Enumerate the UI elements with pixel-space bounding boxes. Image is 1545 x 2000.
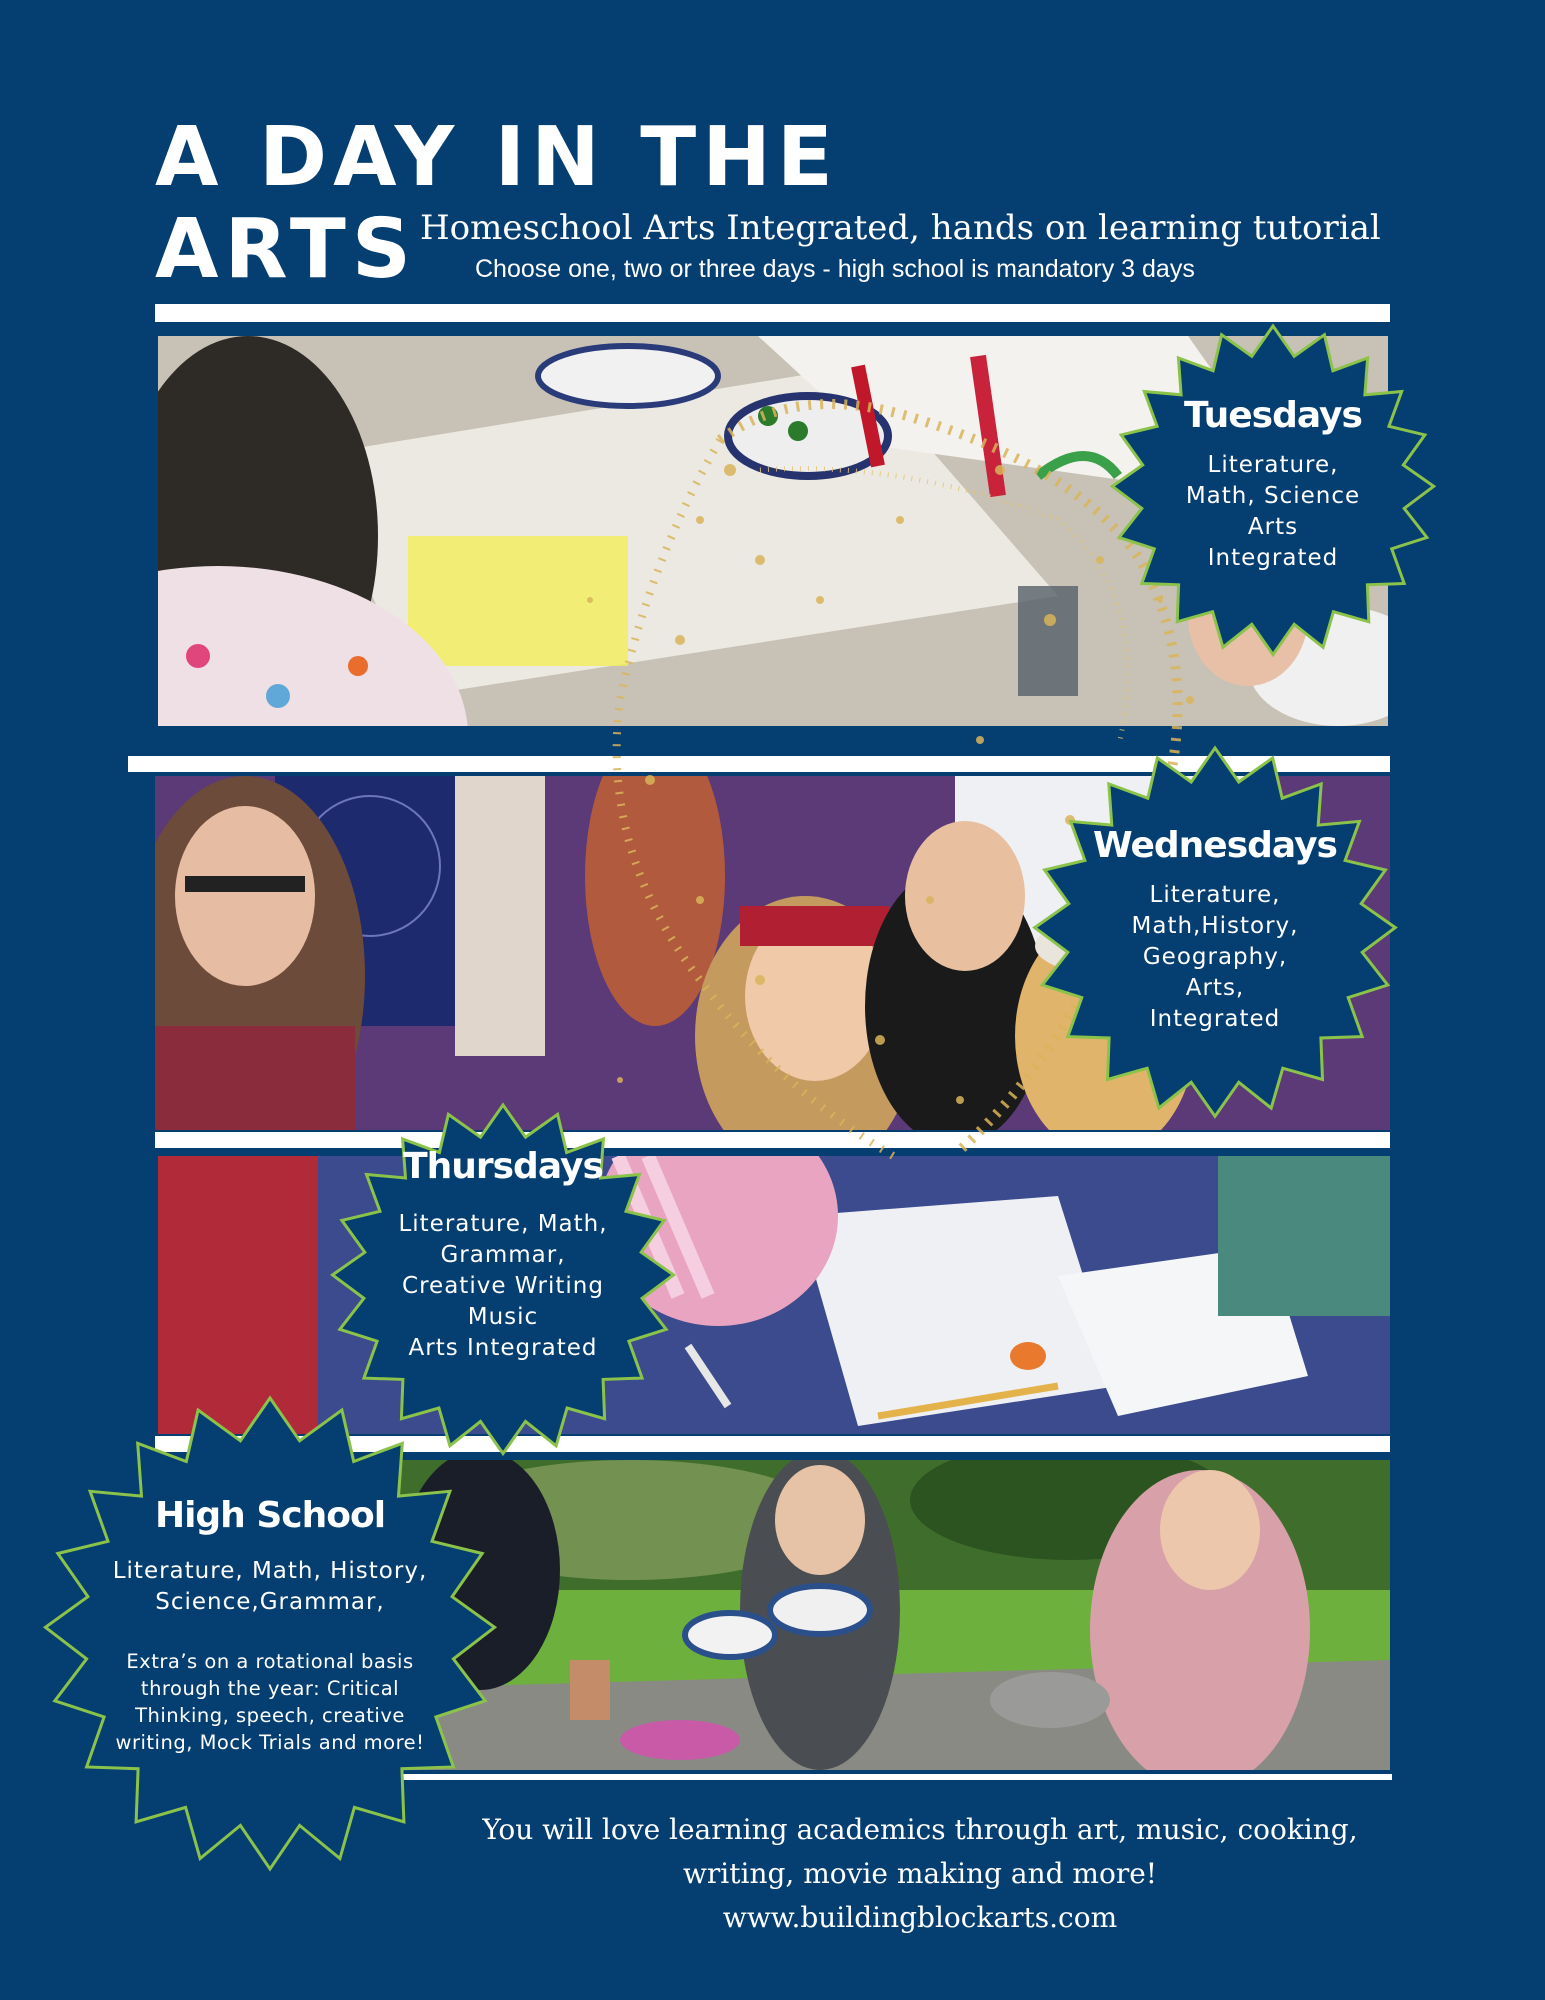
badge-subject: Music <box>467 1304 539 1330</box>
badge-title: High School <box>154 1495 386 1536</box>
badge-subject: Literature, Math, <box>398 1211 608 1237</box>
badge-subject: Math, Science <box>1185 483 1361 509</box>
badge-subject: Arts, <box>1185 975 1245 1001</box>
badge-subject: Geography, <box>1142 944 1288 970</box>
footer <box>440 1808 1400 1940</box>
title-line-1: A DAY IN THE <box>155 110 839 205</box>
badge-subject: Math,History, <box>1131 913 1299 939</box>
subtitle: Homeschool Arts Integrated, hands on learning tutorial <box>420 208 1381 248</box>
badge-title: Thursdays <box>403 1146 603 1187</box>
badge-subject: Literature, <box>1149 882 1281 908</box>
badge-subject: Literature, <box>1207 452 1339 478</box>
footer-tagline-2: writing, movie making and more! <box>682 1857 1158 1890</box>
footer-website-link[interactable]: www.buildingblockarts.com <box>722 1901 1118 1934</box>
badge-subject: Creative Writing <box>402 1273 604 1299</box>
badge-subject: Arts Integrated <box>408 1335 598 1361</box>
badge-title: Tuesdays <box>1184 395 1362 436</box>
badge-title: Wednesdays <box>1093 825 1337 866</box>
badge-subject: Literature, Math, History, <box>112 1558 428 1584</box>
tuesday-badge <box>1098 323 1448 673</box>
badge-subject: Science,Grammar, <box>155 1589 385 1615</box>
badge-extra: writing, Mock Trials and more! <box>115 1731 425 1754</box>
subtitle-secondary: Choose one, two or three days - high school is mandatory 3 days <box>475 255 1195 283</box>
title-line-2: ARTS <box>155 202 417 297</box>
badge-subject: Grammar, <box>440 1242 566 1268</box>
wednesday-badge <box>1020 745 1410 1135</box>
badge-subject: Integrated <box>1149 1006 1281 1032</box>
badge-subject: Arts <box>1247 514 1299 540</box>
footer-tagline-1: You will love learning academics through art, music, cooking, <box>482 1813 1358 1846</box>
badge-extra: Thinking, speech, creative <box>135 1704 405 1727</box>
badge-extra: through the year: Critical <box>140 1677 400 1700</box>
badge-extra: Extra’s on a rotational basis <box>126 1650 414 1673</box>
badge-subject: Integrated <box>1207 545 1339 571</box>
